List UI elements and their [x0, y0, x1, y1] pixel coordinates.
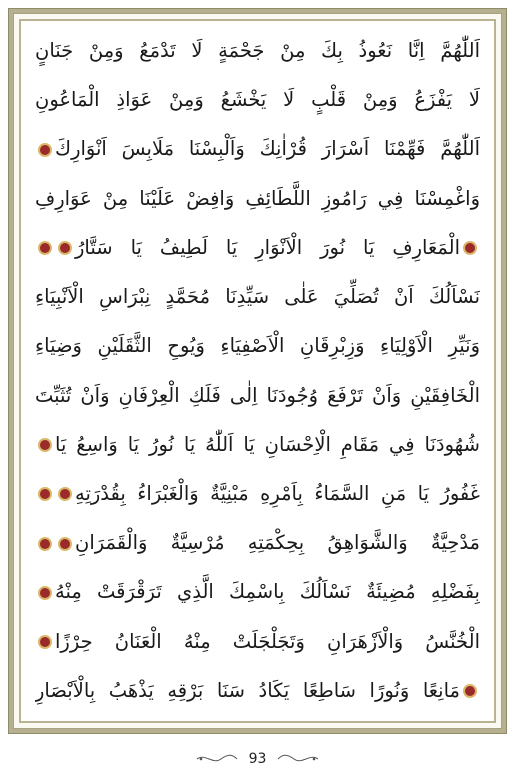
text-panel: [19, 19, 496, 723]
text-line: [35, 177, 480, 221]
text-line-content: اَللّٰهُمَّ اِنَّا نَعُوذُ بِكَ مِنْ جَحْمَةٍ لَا تَدْمَعُ وَمِنْ جَنَانٍ: [35, 39, 480, 62]
text-line-content: وَنَيِّرِ الْاَوْلِيَاءِ وَزِبْرِقَانِ الْاَصْفِيَاءِ وَيُوحِ الثَّقَلَيْنِ وَضِيَاءِ: [35, 334, 480, 358]
page-number: 93: [248, 751, 267, 767]
text-line: [35, 226, 480, 270]
verse-ornament-icon: [463, 241, 477, 255]
verse-ornament-icon: [58, 537, 72, 551]
text-line: [35, 29, 480, 73]
verse-ornament-icon: [38, 635, 52, 649]
verse-ornament-icon: [38, 143, 52, 157]
text-line: [35, 78, 480, 122]
text-line: [35, 620, 480, 664]
right-swash-ornament: [276, 753, 320, 765]
verse-ornament-icon: [463, 684, 477, 698]
text-line-content: غَفُورُ يَا مَنِ السَّمَاءُ بِاَمْرِهِ مَبْنِيَّةٌ وَالْغَبْرَاءُ بِقُدْرَتِهِ: [75, 481, 480, 505]
text-line: [35, 423, 480, 467]
text-line-content: نَسْاَلُكَ اَنْ تُصَلِّيَ عَلٰى سَيِّدِنَا مُحَمَّدٍ نِبْرَاسِ الْاَنْبِيَاءِ: [35, 285, 480, 309]
page-footer: [0, 746, 515, 772]
text-line-content: الْمَعَارِفِ يَا نُورَ الْاَنْوَارِ يَا لَطِيفُ يَا سَتَّارُ: [75, 235, 460, 259]
text-line-content: وَاغْمِسْنَا فِي رَامُوزِ اللَّطَائِفِ وَافِضْ عَلَيْنَا مِنْ عَوَارِفِ: [35, 186, 480, 210]
verse-ornament-icon: [38, 487, 52, 501]
page-frame-mid: [13, 13, 502, 729]
text-line: [35, 521, 480, 565]
text-line: [35, 570, 480, 614]
text-line: [35, 472, 480, 516]
prayer-text: [35, 29, 480, 713]
verse-ornament-icon: [38, 537, 52, 551]
left-swash-ornament: [195, 753, 239, 765]
text-line: [35, 669, 480, 713]
verse-ornament-icon: [38, 438, 52, 452]
text-line-content: الْخُنَّسُ وَالْاَزْهَرَانِ وَتَجَلْجَلَتْ مِنْهُ الْعَنَانُ حِرْزًا: [55, 629, 480, 653]
text-line-content: مَانِعًا وَنُورًا سَاطِعًا يَكَادُ سَنَا بَرْقِهِ يَذْهَبُ بِالْاَبْصَارِ: [35, 678, 460, 702]
text-line-content: اَللّٰهُمَّ فَهِّمْنَا اَسْرَارَ قُرْاٰنِكَ وَاَلْبِسْنَا مَلَابِسَ اَنْوَارِكَ: [55, 137, 480, 161]
verse-ornament-icon: [58, 487, 72, 501]
text-line-content: مَدْحِيَّةٌ وَالشَّوَاهِقُ بِحِكْمَتِهِ مُرْسِيَّةٌ وَالْقَمَرَانِ: [75, 531, 480, 555]
text-line: [35, 127, 480, 171]
verse-ornament-icon: [38, 586, 52, 600]
text-line: [35, 374, 480, 418]
text-line-content: لَا يَفْزَعُ وَمِنْ قَلْبٍ لَا يَخْشَعُ وَمِنْ عَوَاذِ الْمَاعُونِ: [35, 88, 480, 112]
text-line-content: بِفَضْلِهِ مُضِيئَةٌ نَسْاَلُكَ بِاسْمِكَ الَّذِي تَرَقْرَقَتْ مِنْهُ: [55, 580, 480, 604]
text-line-content: الْخَافِقَيْنِ وَاَنْ تَرْفَعَ وُجُودَنَا اِلٰى فَلَكِ الْعِرْفَانِ وَاَنْ تُثَبِّتَ: [35, 383, 480, 407]
text-line-content: شُهُودَنَا فِي مَقَامِ الْاِحْسَانِ يَا اَللّٰهُ يَا نُورُ يَا وَاسِعُ يَا: [55, 432, 480, 456]
page-frame: [8, 8, 507, 734]
text-line: [35, 324, 480, 368]
verse-ornament-icon: [58, 241, 72, 255]
text-line: [35, 275, 480, 319]
verse-ornament-icon: [38, 241, 52, 255]
